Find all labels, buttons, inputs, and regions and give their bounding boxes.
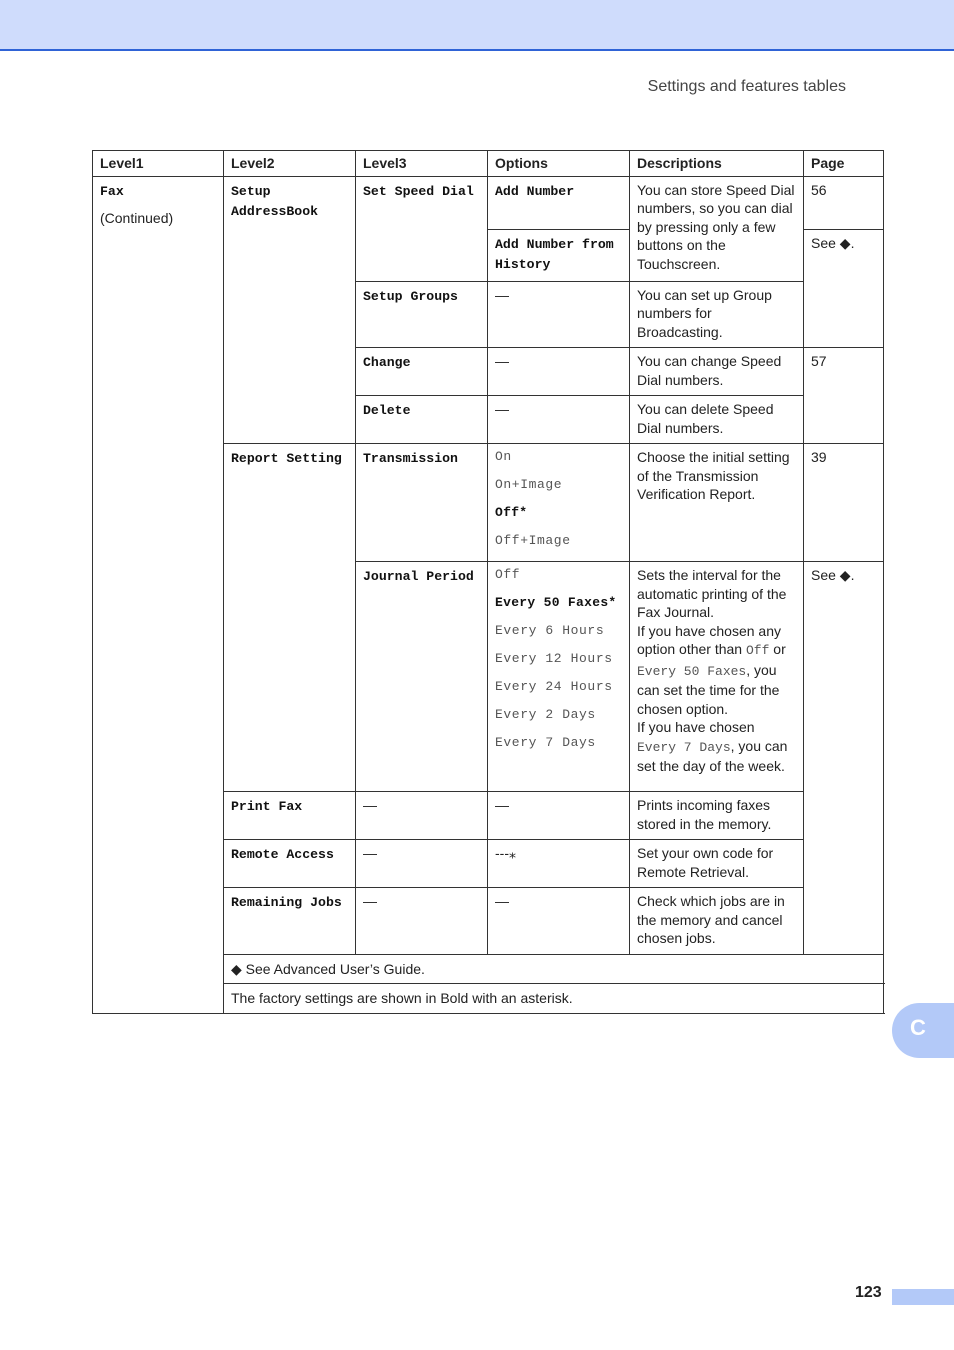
option-dash: — (495, 401, 509, 417)
page-header-title: Settings and features tables (647, 78, 846, 95)
level3-set-speed-dial: Set Speed Dial (363, 183, 474, 199)
footnote-advanced-guide: ◆ See Advanced User’s Guide. (224, 954, 884, 984)
level3-change: Change (363, 355, 411, 370)
settings-table (92, 150, 884, 1014)
page-number-bar (892, 1289, 954, 1305)
level3-cell (356, 562, 488, 792)
description-text: You can store Speed Dial numbers, so you can dial by pressing only a few buttons on the Touchscreen. (637, 181, 795, 272)
level2-remote-access: Remote Access (231, 847, 334, 862)
description-text: , you can set the day of the week. (637, 737, 788, 774)
option-dash: — (495, 286, 509, 303)
inline-option-off: Off (745, 643, 770, 658)
description-text: You can delete Speed Dial numbers. (637, 401, 774, 436)
option-dash: — (495, 893, 509, 909)
option-list (495, 443, 623, 555)
option-dash: — (495, 797, 509, 813)
page-ref: 39 (811, 449, 827, 465)
column-header: Level1 (93, 151, 224, 177)
description-cell (630, 281, 804, 348)
page-ref: 57 (811, 353, 827, 369)
level3-dash: — (363, 797, 377, 813)
option-off-image: Off+Image (495, 533, 571, 548)
page-number: 123 (855, 1284, 882, 1301)
level2-cell (224, 176, 356, 444)
description-cell (630, 348, 804, 396)
option-cell (488, 348, 630, 396)
header-band (0, 0, 954, 51)
description-cell (630, 792, 804, 840)
option-every-50-faxes-default: Every 50 Faxes* (495, 595, 617, 610)
option-dash: — (495, 353, 509, 369)
inline-option-every-50-faxes: Every 50 Faxes (637, 663, 747, 679)
level3-cell (356, 888, 488, 955)
option-cell (488, 176, 630, 229)
option-on: On (495, 449, 512, 464)
option-cell (488, 281, 630, 348)
description-text: Sets the interval for the automatic printing of the Fax Journal. (637, 567, 787, 620)
page-ref: See ◆. (811, 567, 855, 583)
description-text: Choose the initial setting of the Transmission Verification Report. (637, 449, 790, 502)
option-cell (488, 562, 630, 792)
description-text: , you can set the time for the chosen option. (637, 661, 780, 717)
level3-cell (356, 176, 488, 281)
option-cell (488, 444, 630, 562)
page-cell (804, 229, 884, 348)
option-on-image: On+Image (495, 477, 563, 492)
option-add-number-from-history: Add Number from History (495, 236, 614, 272)
column-header: Options (488, 151, 630, 177)
column-header: Level2 (224, 151, 356, 177)
description-cell (630, 562, 804, 792)
chapter-tab (892, 1003, 954, 1058)
option-every-12-hours: Every 12 Hours (495, 651, 613, 666)
level2-cell (224, 444, 356, 792)
column-header: Descriptions (630, 151, 804, 177)
table-row (93, 176, 884, 229)
description-cell (630, 840, 804, 888)
level3-cell (356, 396, 488, 444)
level3-cell (356, 792, 488, 840)
column-header: Page (804, 151, 884, 177)
option-remote-code: ---⁎ (495, 845, 516, 861)
level3-cell (356, 444, 488, 562)
level2-print-fax: Print Fax (231, 799, 303, 814)
level2-cell (224, 888, 356, 955)
option-every-6-hours: Every 6 Hours (495, 623, 605, 638)
level3-journal-period: Journal Period (363, 569, 474, 584)
option-every-2-days: Every 2 Days (495, 707, 596, 722)
page-cell (804, 444, 884, 562)
option-off: Off (495, 567, 521, 582)
level3-cell (356, 281, 488, 348)
option-every-7-days: Every 7 Days (495, 735, 596, 750)
option-list (495, 561, 623, 757)
page-ref: 56 (811, 181, 827, 198)
option-add-number: Add Number (495, 183, 575, 199)
description-cell (630, 396, 804, 444)
description-text: You can change Speed Dial numbers. (637, 353, 782, 388)
description-text: Prints incoming faxes stored in the memory. (637, 797, 772, 832)
description-text: or (773, 641, 786, 657)
level2-remaining-jobs: Remaining Jobs (231, 895, 342, 910)
description-text: Set your own code for Remote Retrieval. (637, 845, 774, 880)
chapter-letter: C (910, 1015, 926, 1040)
level2-cell (224, 840, 356, 888)
level3-delete: Delete (363, 403, 411, 418)
page-cell (804, 348, 884, 444)
level3-setup-groups: Setup Groups (363, 288, 458, 304)
option-cell (488, 840, 630, 888)
level1-fax: Fax (100, 183, 124, 199)
description-cell (630, 444, 804, 562)
description-text: You can set up Group numbers for Broadcasting. (637, 286, 772, 340)
description-cell (630, 888, 804, 955)
level3-cell (356, 348, 488, 396)
option-cell (488, 229, 630, 281)
column-header: Level3 (356, 151, 488, 177)
inline-option-every-7-days: Every 7 Days (637, 739, 731, 755)
level2-cell (224, 792, 356, 840)
footnote-factory-settings: The factory settings are shown in Bold with an asterisk. (224, 984, 884, 1014)
option-every-24-hours: Every 24 Hours (495, 679, 613, 694)
option-cell (488, 888, 630, 955)
level3-dash: — (363, 893, 377, 909)
description-text: If you have chosen any option other than (637, 622, 781, 657)
page-ref: See ◆. (811, 234, 855, 251)
level3-transmission: Transmission (363, 451, 458, 466)
description-cell (630, 176, 804, 281)
level1-continued-note: (Continued) (100, 210, 174, 226)
level2-report-setting: Report Setting (231, 451, 342, 466)
option-cell (488, 792, 630, 840)
level2-setup-addressbook: Setup AddressBook (231, 183, 319, 219)
page-cell (804, 176, 884, 229)
level1-cell (93, 176, 224, 1013)
level3-cell (356, 840, 488, 888)
page-cell (804, 562, 884, 955)
option-off-default: Off* (495, 505, 528, 520)
level3-dash: — (363, 845, 377, 861)
table-header-row (93, 151, 884, 177)
description-text: Check which jobs are in the memory and cancel chosen jobs. (637, 893, 785, 946)
description-text: If you have chosen (637, 719, 755, 735)
option-cell (488, 396, 630, 444)
